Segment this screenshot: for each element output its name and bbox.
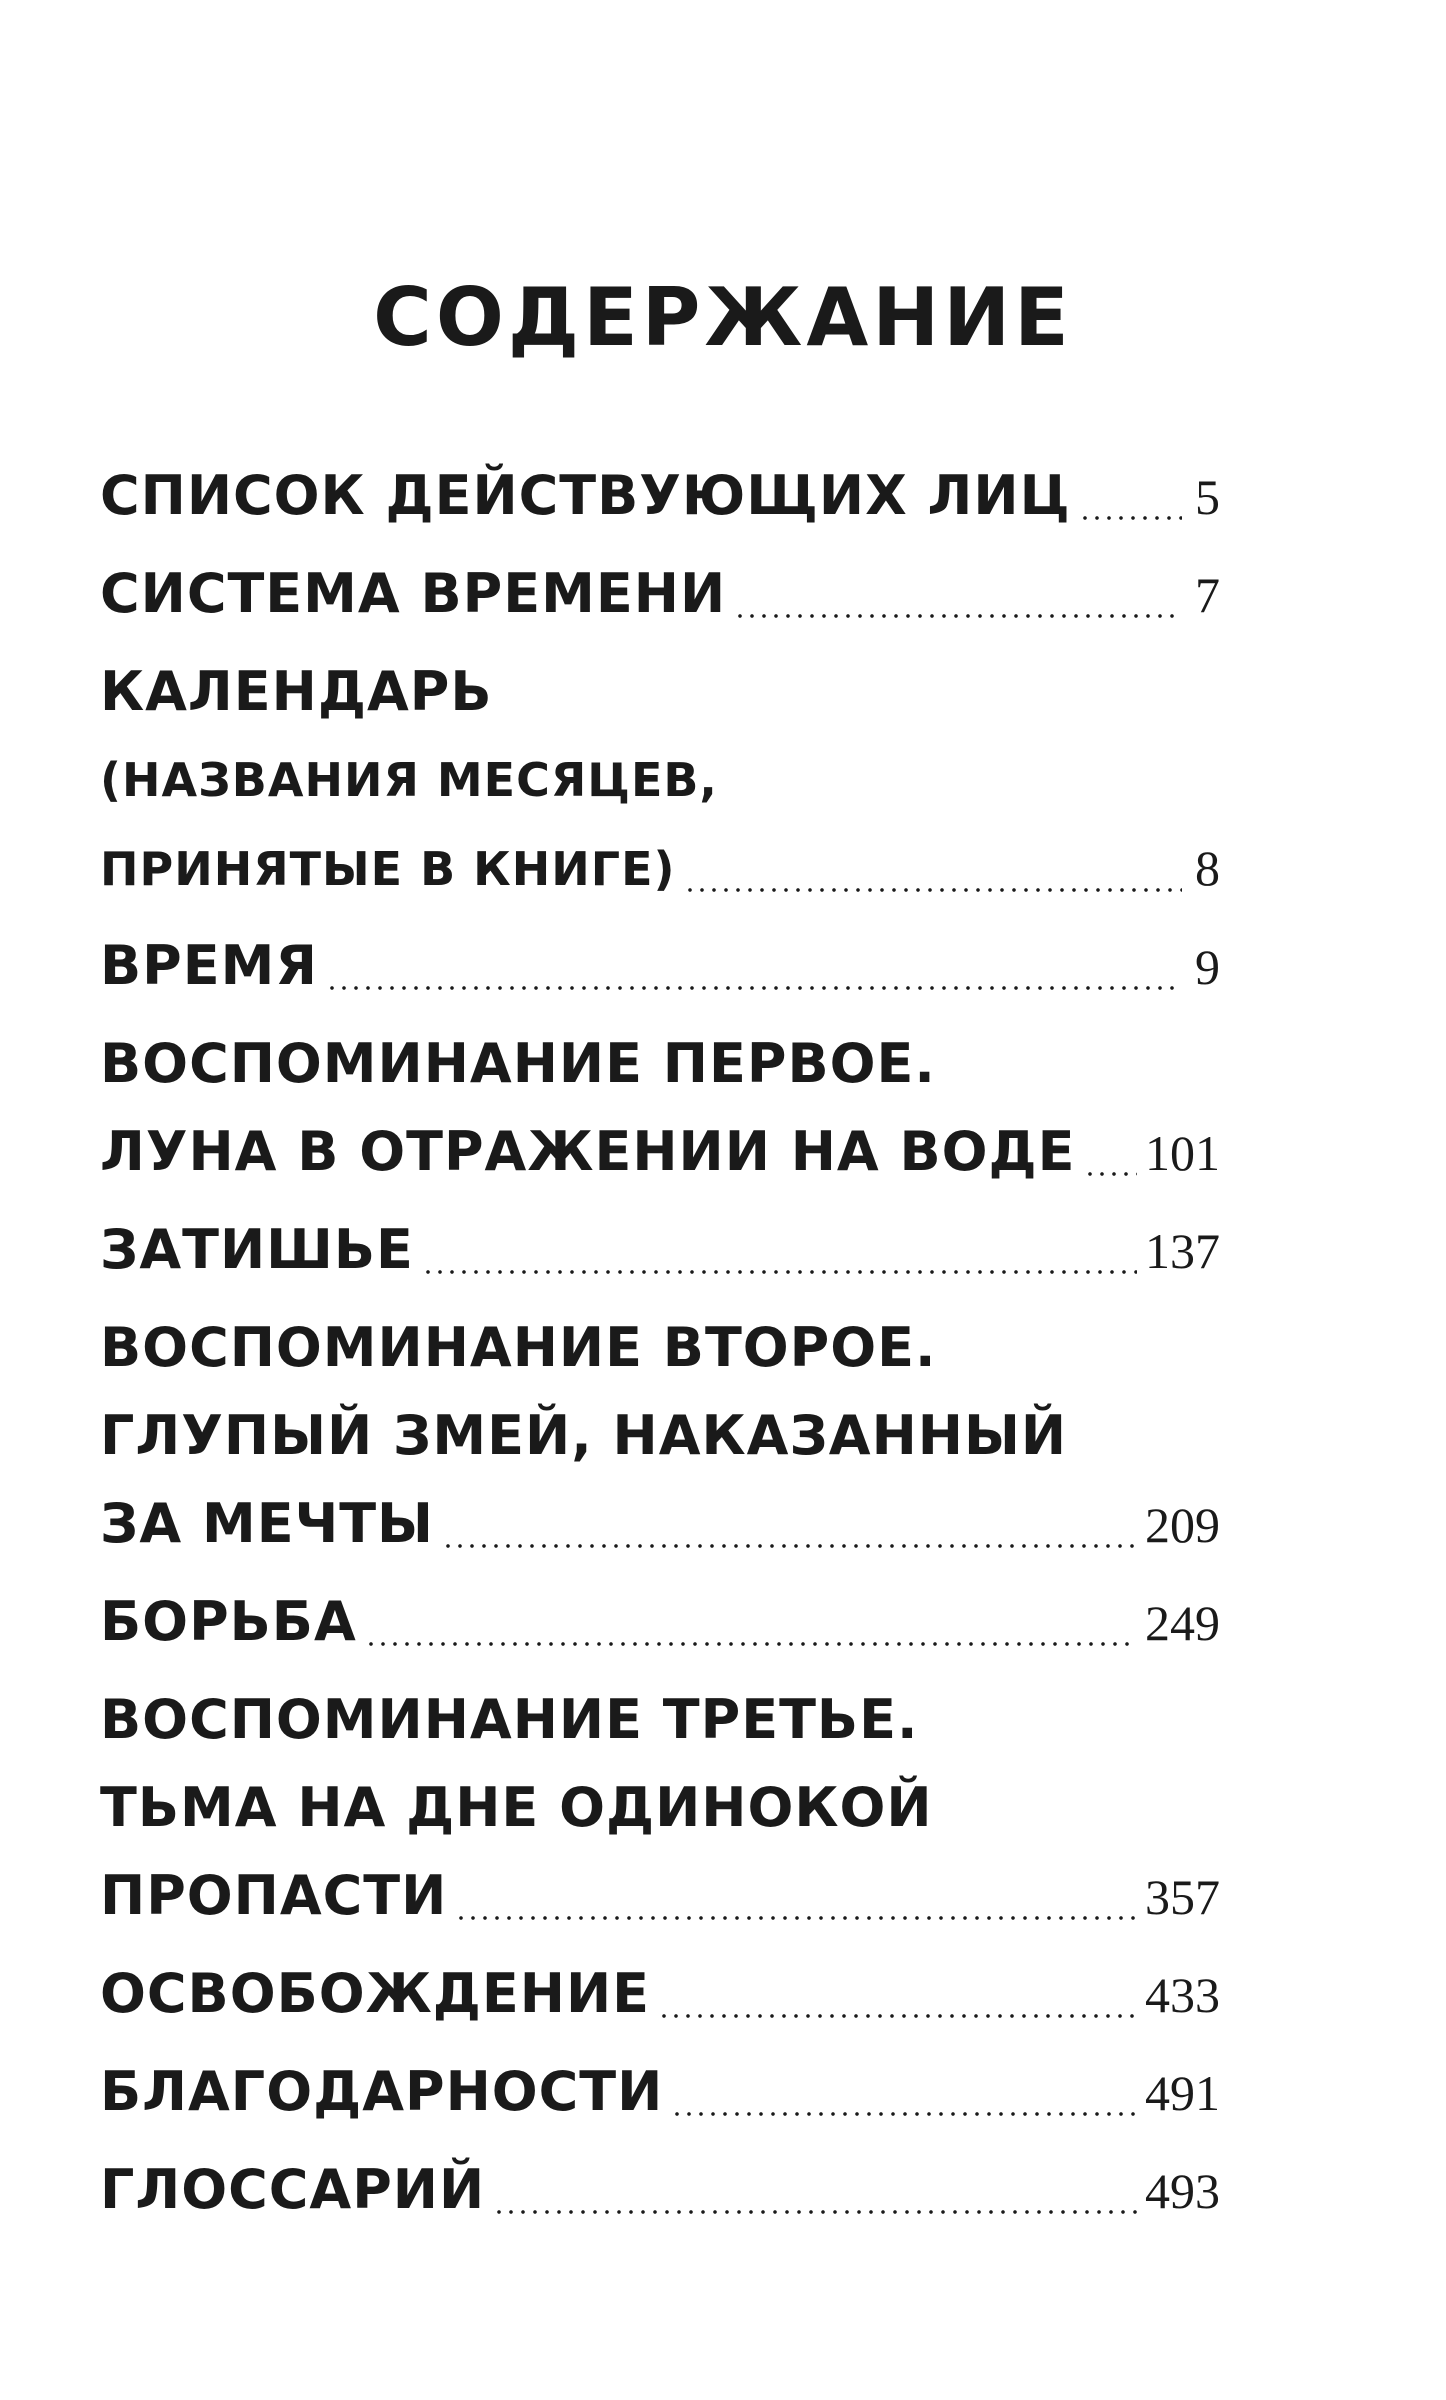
toc-entry-title: СИСТЕМА ВРЕМЕНИ — [100, 562, 727, 625]
toc-entry-title: КАЛЕНДАРЬ — [100, 660, 493, 723]
toc-entry — [100, 452, 1220, 540]
toc-entry-title: ВОСПОМИНАНИЕ ПЕРВОЕ. — [100, 1032, 936, 1095]
toc-entry — [100, 550, 1220, 638]
toc-entry-row — [100, 1108, 1220, 1196]
dot-leader — [734, 614, 1182, 618]
toc-entry — [100, 1676, 1220, 1940]
toc-entry-title: ВРЕМЯ — [100, 934, 318, 997]
toc-page-number: 357 — [1145, 1869, 1220, 1925]
toc-entry-subtitle: ПРИНЯТЫЕ В КНИГЕ) — [100, 842, 676, 896]
toc-entry-title: ГЛУПЫЙ ЗМЕЙ, НАКАЗАННЫЙ — [100, 1404, 1068, 1467]
page-title: СОДЕРЖАНИЕ — [373, 271, 1073, 364]
dot-leader — [365, 1642, 1137, 1646]
toc-page-number: 8 — [1195, 840, 1220, 896]
toc-entry-row — [100, 2048, 1220, 2136]
dot-leader — [1084, 1172, 1137, 1176]
dot-leader — [671, 2112, 1137, 2116]
toc-entry-row — [100, 1950, 1220, 2038]
dot-leader — [422, 1270, 1137, 1274]
toc-entry-row — [100, 922, 1220, 1010]
toc-entry-row — [100, 452, 1220, 540]
dot-leader — [658, 2014, 1137, 2018]
toc-entry-title: ЗАТИШЬЕ — [100, 1218, 414, 1281]
dot-leader — [442, 1544, 1137, 1548]
toc-page-number: 7 — [1195, 567, 1220, 623]
toc-entry — [100, 1950, 1220, 2038]
toc-page-number: 433 — [1145, 1967, 1220, 2023]
toc-entry — [100, 1578, 1220, 1666]
toc-entry — [100, 1206, 1220, 1294]
dot-leader — [493, 2210, 1137, 2214]
toc-entry-title: ОСВОБОЖДЕНИЕ — [100, 1962, 651, 2025]
toc-entry-row — [100, 1480, 1220, 1568]
toc-entry-title: ВОСПОМИНАНИЕ ВТОРОЕ. — [100, 1316, 937, 1379]
dot-leader — [684, 888, 1182, 892]
toc-page-number: 9 — [1195, 939, 1220, 995]
toc-entry — [100, 1020, 1220, 1196]
toc-entry-title: ЛУНА В ОТРАЖЕНИИ НА ВОДЕ — [100, 1120, 1076, 1183]
toc-entry — [100, 1304, 1220, 1568]
toc-entry-row — [100, 1578, 1220, 1666]
toc-entry-title: БОРЬБА — [100, 1590, 357, 1653]
toc-entry-row — [100, 1206, 1220, 1294]
toc-page-number: 137 — [1145, 1223, 1220, 1279]
toc-entry-subtitle: (НАЗВАНИЯ МЕСЯЦЕВ, — [100, 753, 718, 807]
toc-entry — [100, 922, 1220, 1010]
toc-page-number: 493 — [1145, 2163, 1220, 2219]
toc-page-number: 209 — [1145, 1497, 1220, 1553]
toc-page-number: 101 — [1145, 1125, 1220, 1181]
dot-leader — [455, 1916, 1137, 1920]
toc-page-number: 249 — [1145, 1595, 1220, 1651]
toc-page-number: 491 — [1145, 2065, 1220, 2121]
toc-page-number: 5 — [1195, 469, 1220, 525]
toc-entry-title: ЗА МЕЧТЫ — [100, 1492, 435, 1555]
dot-leader — [1079, 516, 1182, 520]
toc-entry-title: ТЬМА НА ДНЕ ОДИНОКОЙ — [100, 1776, 933, 1839]
toc-entry — [100, 2048, 1220, 2136]
dot-leader — [326, 986, 1182, 990]
toc-entry-title: ГЛОССАРИЙ — [100, 2158, 486, 2221]
toc-entry-title: ПРОПАСТИ — [100, 1864, 448, 1927]
toc-entry-title: БЛАГОДАРНОСТИ — [100, 2060, 664, 2123]
toc-entry — [100, 648, 1220, 912]
toc-entry-title: ВОСПОМИНАНИЕ ТРЕТЬЕ. — [100, 1688, 919, 1751]
toc-entry-row — [100, 1852, 1220, 1940]
toc-entry-row — [100, 2146, 1220, 2234]
toc-entry-title: СПИСОК ДЕЙСТВУЮЩИХ ЛИЦ — [100, 464, 1071, 527]
toc-entry-row — [100, 550, 1220, 638]
table-of-contents — [100, 452, 1220, 2244]
toc-entry-row — [100, 824, 1220, 912]
toc-entry — [100, 2146, 1220, 2234]
